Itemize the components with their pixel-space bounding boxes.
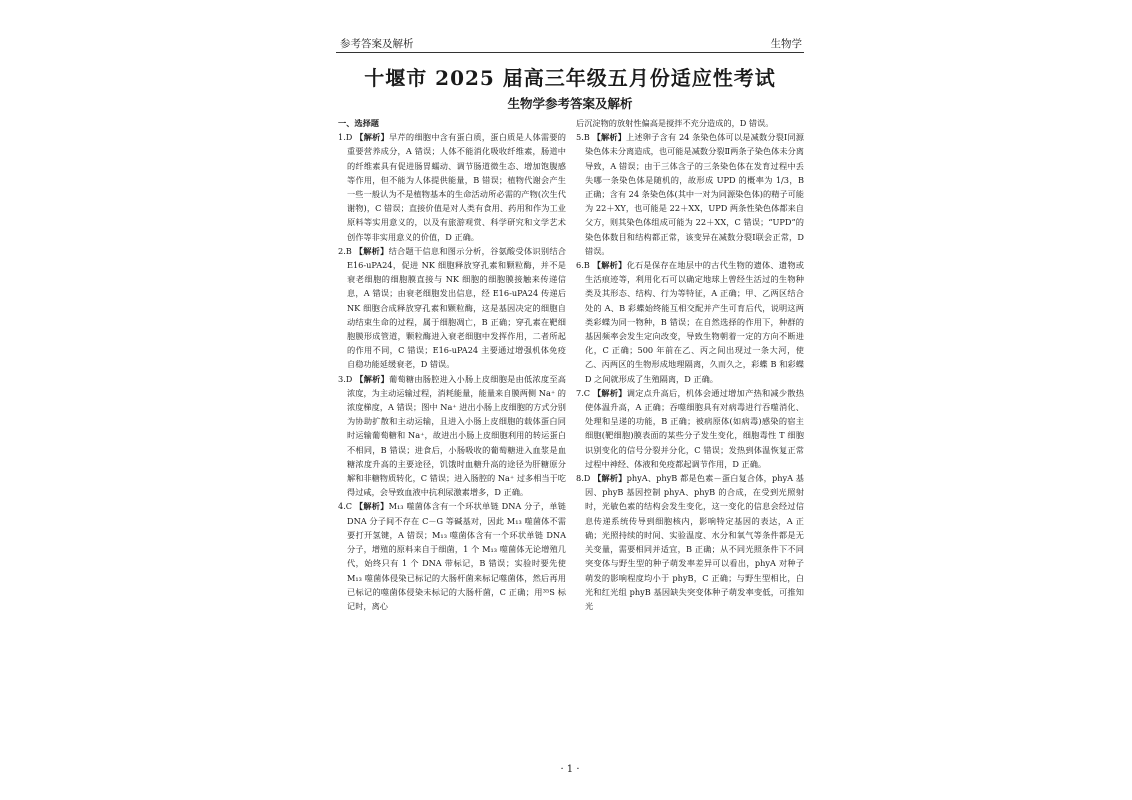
answer-item-3 [338,372,566,500]
answer-text: 调定点升高后，机体会通过增加产热和减少散热使体温升高，A 正确；吞噬细胞具有对病毒进行吞噬消化、处理和呈递的功能，B 正确；被病原体(如病毒)感染的宿主细胞(靶细胞)膜表面的某些分子发生变化，细胞毒性 T 细胞识别变化的信号分裂并分化，C 错误；发热到体温恢复正常过程中神经、体液和免疫都起调节作用，D 正确。 [585,387,804,469]
analysis-tag: 【解析】 [354,245,389,256]
answer-text: phyA、phyB 都是色素－蛋白复合体，phyA 基因、phyB 基因控制 phyA、phyB 的合成，在受到光照射时，光敏色素的结构会发生变化，这一变化的信息会经过信息传递系统传导到细胞核内，影响特定基因的表达，A 正确；光照持续的时间、实验温度、水分和氧气等条件都是无关变量，需要相同并适宜，B 正确；从不同光照条件下不同突变体与野生型的种子萌发率差异可以看出，phyA 对种子萌发的影响程度均小于 phyB，C 正确；与野生型相比，白光和红光组 phyB 基因缺失突变体种子萌发率变低，可推知光 [585,473,804,611]
analysis-tag: 【解析】 [592,132,627,143]
analysis-tag: 【解析】 [592,260,627,271]
header-subject-label: 生物学 [770,38,802,50]
answer-text: M₁₃ 噬菌体含有一个环状单链 DNA 分子，单链 DNA 分子间不存在 C－G 等碱基对，因此 M₁₃ 噬菌体不需要打开氢键，A 错误；M₁₃ 噬菌体含有一个环状单链 DNA 分子，增殖的原料来自于细菌，1 个 M₁₃ 噬菌体无论增殖几代，始终只有 1 个 DNA 带标记，B 错误；实验时要先使 M₁₃ 噬菌体侵染已标记的大肠杆菌来标记噬菌体，然后再用已标记的噬菌体侵染未标记的大肠杆菌，C 正确；用³⁵S 标记时，离心 [347,501,566,611]
analysis-tag: 【解析】 [593,473,627,484]
exam-subtitle: 生物学参考答案及解析 [507,96,633,111]
answer-item-7 [576,386,804,471]
answer-number: 3.D [338,373,353,384]
analysis-tag: 【解析】 [355,132,390,143]
answer-item-6 [576,258,804,386]
answer-number: 5.B [576,132,590,143]
document-page [336,30,804,775]
page-header [336,34,804,53]
answer-text: 后沉淀物的放射性偏高是搅拌不充分造成的，D 错误。 [576,118,774,128]
answer-number: 6.B [576,260,590,271]
answer-item-4-continued [576,116,804,130]
answer-item-4 [338,499,566,613]
analysis-tag: 【解析】 [354,501,389,512]
answer-text: 化石是保存在地层中的古代生物的遗体、遗物或生活痕迹等，利用化石可以确定地球上曾经生活过的生物种类及其形态、结构、行为等特征，A 正确；甲、乙两区结合处的 A、B 彩蝶始终能互相交配并产生可育后代，说明这两类彩蝶为同一物种，B 错误；在自然选择的作用下，种群的基因频率会发生定向改变，导致生物朝着一定的方向不断进化，C 正确；500 年前在乙、丙之间出现过一条大河，使乙、丙两区的生物形成地理隔离，久而久之，彩蝶 B 和彩蝶 D 之间就形成了生殖隔离，D 正确。 [585,260,804,384]
answer-number: 2.B [338,245,352,256]
answer-text: 结合题干信息和图示分析，谷氨酸受体识别结合 E16-uPA24，促进 NK 细胞释放穿孔素和颗粒酶，并不是衰老细胞的细胞膜直接与 NK 细胞的细胞膜接触来传递信息，A 错误；由衰老细胞发出信息，经 E16-uPA24 传递后 NK 细胞合成释放穿孔素和颗粒酶，这是基因决定的细胞自动结束生命的过程，属于细胞凋亡，B 正确；穿孔素在靶细胞膜形成管道，颗粒酶进入衰老细胞中发挥作用，二者所起的作用不同，C 错误；E16-uPA24 主要通过增强机体免疫自稳功能延缓衰老，D 错误。 [347,245,566,370]
answer-number: 7.C [576,387,591,398]
answer-item-1 [338,130,566,244]
right-column [576,116,804,613]
page-number: · 1 · [560,764,580,775]
answer-text: 上述卵子含有 24 条染色体可以是减数分裂Ⅰ同源染色体未分离造成，也可能是减数分裂Ⅱ两条子染色体未分离导致，A 错误；由于三体含子的三条染色体在发育过程中丢失哪一条染色体是随机的，故形成 UPD 的概率为 1/3，B 正确；含有 24 条染色体(其中一对为同源染色体)的精子可能为 22＋XY，也可能是 22＋XX，UPD 两条性染色体都来自父方，则其染色体组成可能为 22＋XX，C 错误；“UPD”的染色体数目和结构都正常，该变异在减数分裂Ⅰ联会正常，D 错误。 [585,132,804,256]
answer-number: 8.D [576,473,591,484]
answer-number: 4.C [338,501,353,512]
exam-title: 十堰市 2025 届高三年级五月份适应性考试 [364,66,776,90]
answer-item-8 [576,471,804,613]
header-left-label: 参考答案及解析 [340,38,414,50]
answer-item-5 [576,130,804,258]
answer-item-2 [338,244,566,372]
answer-text: 葡萄糖由肠腔进入小肠上皮细胞是由低浓度至高浓度，为主动运输过程，消耗能量，能量来自膜两侧 Na⁺ 的浓度梯度，A 错误；图中 Na⁺ 进出小肠上皮细胞的方式分别为协助扩散和主动运输，且进入小肠上皮细胞的载体蛋白同时运输葡萄糖和 Na⁺，故进出小肠上皮细胞利用的转运蛋白不相同，B 错误；进食后，小肠吸收的葡萄糖进入血浆是血糖浓度升高的主要途径，饥饿时血糖升高的途径为肝糖原分解和非糖物质转化，C 错误；进入肠腔的 Na⁺ 过多相当于吃得过咸，会导致血液中抗利尿激素增多，D 正确。 [347,373,566,498]
analysis-tag: 【解析】 [355,373,390,384]
analysis-tag: 【解析】 [592,387,627,398]
left-column [338,116,566,613]
answer-text: 早芹的细胞中含有蛋白质，蛋白质是人体需要的重要营养成分，A 错误；人体不能消化吸收纤维素，肠道中的纤维素具有促进肠胃蠕动、调节肠道微生态、增加饱腹感等作用，但不能为人体提供能量，B 错误；植物代谢会产生一些一般认为不是植物基本的生命活动所必需的产物(次生代谢物)，C 错误；直接价值是对人类有食用、药用和作为工业原料等实用意义的，以及有旅游观赏、科学研究和文学艺术创作等非实用意义的价值，D 正确。 [347,132,566,242]
answer-number: 1.D [338,132,353,143]
section-heading: 一、选择题 [338,118,379,128]
